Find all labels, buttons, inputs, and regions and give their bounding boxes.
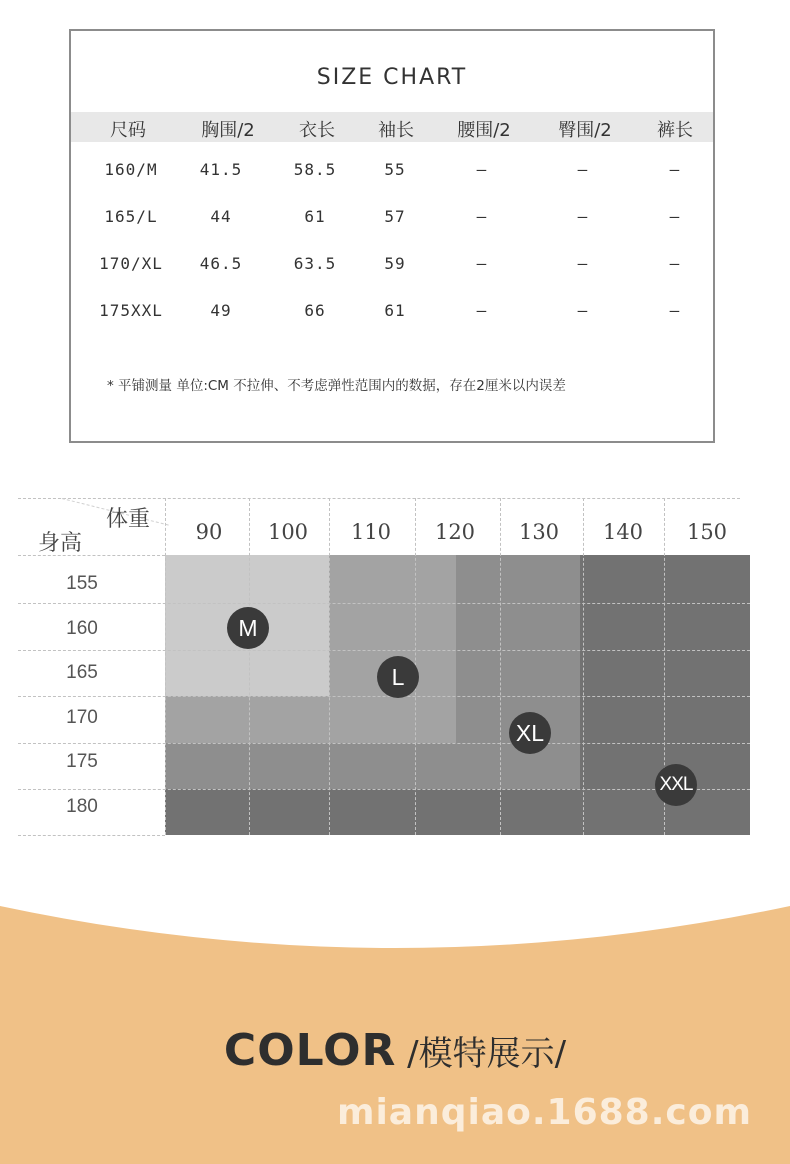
grid-line xyxy=(583,498,584,835)
table-cell: 55 xyxy=(384,160,406,179)
color-banner xyxy=(0,880,790,1164)
height-label: 170 xyxy=(66,707,98,728)
column-header: 腰围/2 xyxy=(457,120,511,141)
table-cell: 41.5 xyxy=(199,160,243,179)
table-cell: 57 xyxy=(384,207,406,226)
table-cell: — xyxy=(577,254,589,273)
weight-label: 140 xyxy=(602,520,644,544)
measurement-note: * 平铺测量 单位:CM 不拉伸、不考虑弹性范围内的数据，存在2厘米以内误差 xyxy=(107,378,566,394)
grid-line xyxy=(18,743,750,744)
grid-line xyxy=(329,498,330,835)
table-cell: 66 xyxy=(304,301,326,320)
table-cell: 49 xyxy=(210,301,232,320)
table-cell: — xyxy=(577,207,589,226)
column-header: 胸围/2 xyxy=(201,120,255,141)
table-cell: — xyxy=(476,207,488,226)
section-heading xyxy=(0,1025,790,1076)
height-label: 175 xyxy=(66,751,98,772)
weight-label: 100 xyxy=(267,520,309,544)
weight-axis-label: 体重 xyxy=(106,507,151,532)
grid-line xyxy=(249,498,250,835)
column-header: 袖长 xyxy=(378,120,414,141)
height-label: 155 xyxy=(66,573,98,594)
table-cell: 175XXL xyxy=(99,301,163,320)
table-cell: — xyxy=(669,301,681,320)
table-cell: 160/M xyxy=(104,160,158,179)
weight-label: 120 xyxy=(434,520,476,544)
column-header: 臀围/2 xyxy=(558,120,612,141)
height-label: 165 xyxy=(66,662,98,683)
column-header: 尺码 xyxy=(110,120,146,141)
height-label: 160 xyxy=(66,618,98,639)
size-badge-xl: XL xyxy=(509,712,551,754)
table-cell: 170/XL xyxy=(99,254,163,273)
table-cell: — xyxy=(577,301,589,320)
table-cell: — xyxy=(577,160,589,179)
grid-line xyxy=(18,789,750,790)
grid-line xyxy=(18,498,740,499)
table-cell: — xyxy=(669,254,681,273)
grid-line xyxy=(18,696,750,697)
table-cell: 61 xyxy=(384,301,406,320)
height-label: 180 xyxy=(66,796,98,817)
grid-line xyxy=(165,498,166,835)
size-badge-m: M xyxy=(227,607,269,649)
height-weight-grid xyxy=(0,490,790,850)
column-header: 裤长 xyxy=(657,120,693,141)
table-row xyxy=(71,156,713,186)
table-cell: 44 xyxy=(210,207,232,226)
table-cell: 59 xyxy=(384,254,406,273)
grid-line xyxy=(500,498,501,835)
weight-label: 130 xyxy=(518,520,560,544)
size-chart-title: SIZE CHART xyxy=(316,65,468,90)
table-cell: 63.5 xyxy=(293,254,337,273)
table-row xyxy=(71,297,713,327)
weight-label: 110 xyxy=(350,520,392,544)
table-row xyxy=(71,250,713,280)
size-badge-l: L xyxy=(377,656,419,698)
table-cell: 58.5 xyxy=(293,160,337,179)
table-cell: 165/L xyxy=(104,207,158,226)
table-cell: 61 xyxy=(304,207,326,226)
size-badge-xxl: XXL xyxy=(655,764,697,806)
table-cell: 46.5 xyxy=(199,254,243,273)
weight-label: 90 xyxy=(195,520,223,544)
model-display-subtitle: /模特展示/ xyxy=(396,1034,567,1074)
grid-line xyxy=(18,603,750,604)
column-header: 衣长 xyxy=(299,120,335,141)
size-chart-table xyxy=(69,29,715,443)
table-cell: — xyxy=(476,301,488,320)
table-cell: — xyxy=(476,160,488,179)
table-cell: — xyxy=(476,254,488,273)
height-axis-label: 身高 xyxy=(38,531,83,556)
table-cell: — xyxy=(669,207,681,226)
site-watermark: mianqiao.1688.com xyxy=(336,1092,752,1133)
grid-line xyxy=(18,650,750,651)
table-cell: — xyxy=(669,160,681,179)
table-row xyxy=(71,203,713,233)
grid-line xyxy=(18,835,165,836)
weight-label: 150 xyxy=(686,520,728,544)
size-chart-header xyxy=(71,112,713,142)
color-heading: COLOR xyxy=(223,1025,397,1076)
